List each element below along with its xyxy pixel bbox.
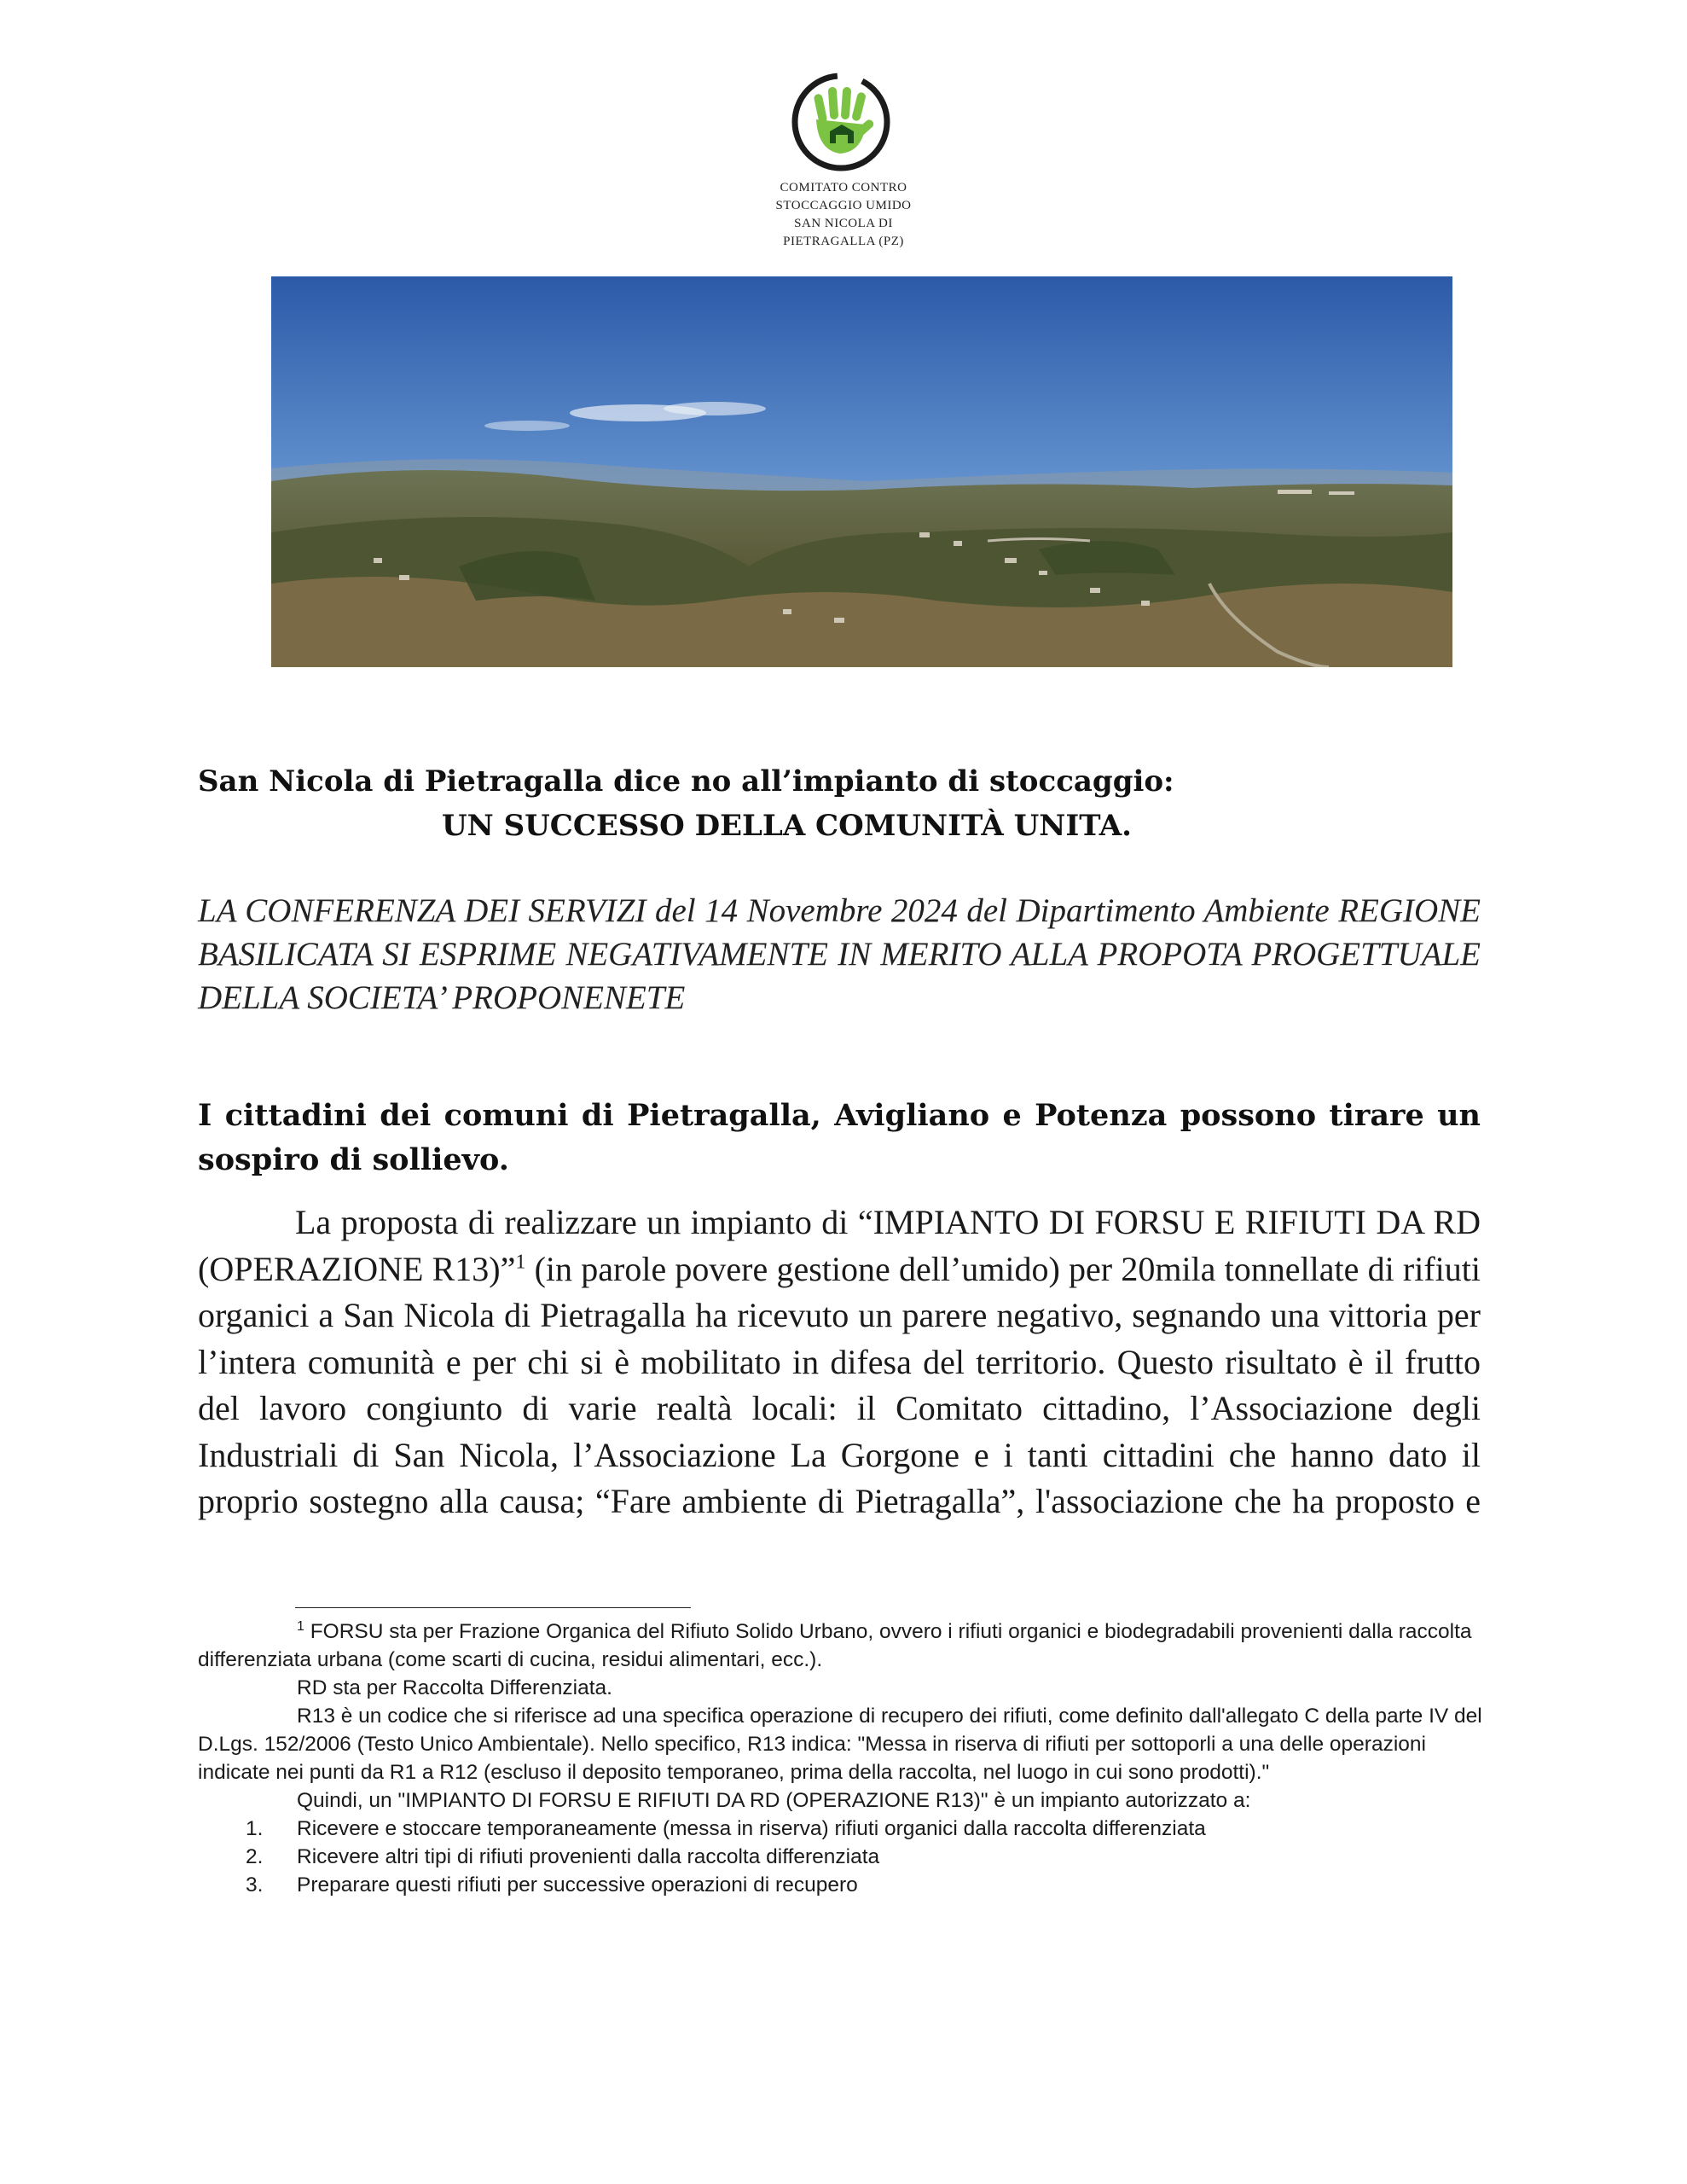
panorama-landscape-photo <box>271 276 1452 667</box>
org-name-line: COMITATO CONTRO <box>780 181 907 195</box>
list-item-number: 2. <box>246 1845 264 1868</box>
footnote-rd: RD sta per Raccolta Differenziata. <box>297 1676 612 1699</box>
footnote-r13: R13 è un codice che si riferisce ad una specifica operazione di recupero dei rifiuti, come definito dall'allegato C della parte IV del D.Lgs. 152/2006 (Testo Unico Ambientale). Nello specifico, R13 indica: "Messa in riserva di rifiuti per sottoporli a una delle operazioni indicate nei punti da R1 a R12 (escluso il deposito temporaneo, prima della raccolta, nel luogo in cui sono prodotti)." <box>198 1705 1482 1784</box>
footnote-quindi: Quindi, un "IMPIANTO DI FORSU E RIFIUTI DA RD (OPERAZIONE R13)" è un impianto autorizzato a: <box>297 1789 1251 1812</box>
footnote-1-text: FORSU sta per Frazione Organica del Rifiuto Solido Urbano, ovvero i rifiuti organici e biodegradabili provenienti dalla raccolta differenziata urbana (come scarti di cucina, residui alimentari, ecc.). <box>198 1620 1472 1671</box>
footnote-number: 1 <box>297 1618 304 1634</box>
footnote-divider <box>295 1607 691 1608</box>
headline-line-2: UN SUCCESSO DELLA COMUNITÀ UNITA. <box>442 809 1132 843</box>
org-name-line: SAN NICOLA DI <box>794 217 893 230</box>
list-item-text: Ricevere e stoccare temporaneamente (messa in riserva) rifiuti organici dalla raccolta differenziata <box>297 1817 1206 1840</box>
body-paragraph <box>198 1199 1481 1525</box>
body-text-after-note: (in parole povere gestione dell’umido) per 20mila tonnellate di rifiuti organici a San Nicola di Pietragalla ha ricevuto un parere negativo, segnando una vittoria per l’intera comunità e per chi si è mobilitato in difesa del territorio. Questo risultato è il frutto del lavoro congiunto di varie realtà locali: il Comitato cittadino, l’Associazione degli Industriali di San Nicola, l’Associazione La Gorgone e i tanti cittadini che hanno dato il proprio sostegno alla causa; “Fare ambiente di Pietragalla”, l'associazione che ha proposto e <box>198 1249 1481 1520</box>
list-item-text: Ricevere altri tipi di rifiuti provenienti dalla raccolta differenziata <box>297 1845 880 1868</box>
footnotes <box>198 1618 1484 1899</box>
green-hand-logo-icon <box>787 68 895 176</box>
subtitle: LA CONFERENZA DEI SERVIZI del 14 Novembre 2024 del Dipartimento Ambiente REGIONE BASILICATA SI ESPRIME NEGATIVAMENTE IN MERITO ALLA PROPOTA PROGETTUALE DELLA SOCIETA’ PROPONENETE <box>198 892 1481 1016</box>
org-name-line: STOCCAGGIO UMIDO <box>775 199 912 212</box>
list-item <box>198 1843 1484 1871</box>
list-item <box>198 1815 1484 1843</box>
lead-paragraph: I cittadini dei comuni di Pietragalla, Avigliano e Potenza possono tirare un sospiro di sollievo. <box>198 1098 1481 1177</box>
org-name <box>682 179 1005 251</box>
body-text-before-note: La proposta di realizzare un impianto di “IMPIANTO DI FORSU E RIFIUTI DA RD (OPERAZIONE R13)” <box>198 1203 1481 1288</box>
list-item-number: 1. <box>246 1817 264 1840</box>
org-name-line: PIETRAGALLA (PZ) <box>783 235 904 248</box>
footnote-list <box>198 1815 1484 1899</box>
list-item <box>198 1871 1484 1899</box>
list-item-text: Preparare questi rifiuti per successive operazioni di recupero <box>297 1873 858 1896</box>
footnote-reference[interactable]: 1 <box>515 1251 526 1274</box>
footnote-1 <box>198 1618 1484 1674</box>
headline-line-1: San Nicola di Pietragalla dice no all’impianto di stoccaggio: <box>198 764 1174 799</box>
list-item-number: 3. <box>246 1873 264 1896</box>
